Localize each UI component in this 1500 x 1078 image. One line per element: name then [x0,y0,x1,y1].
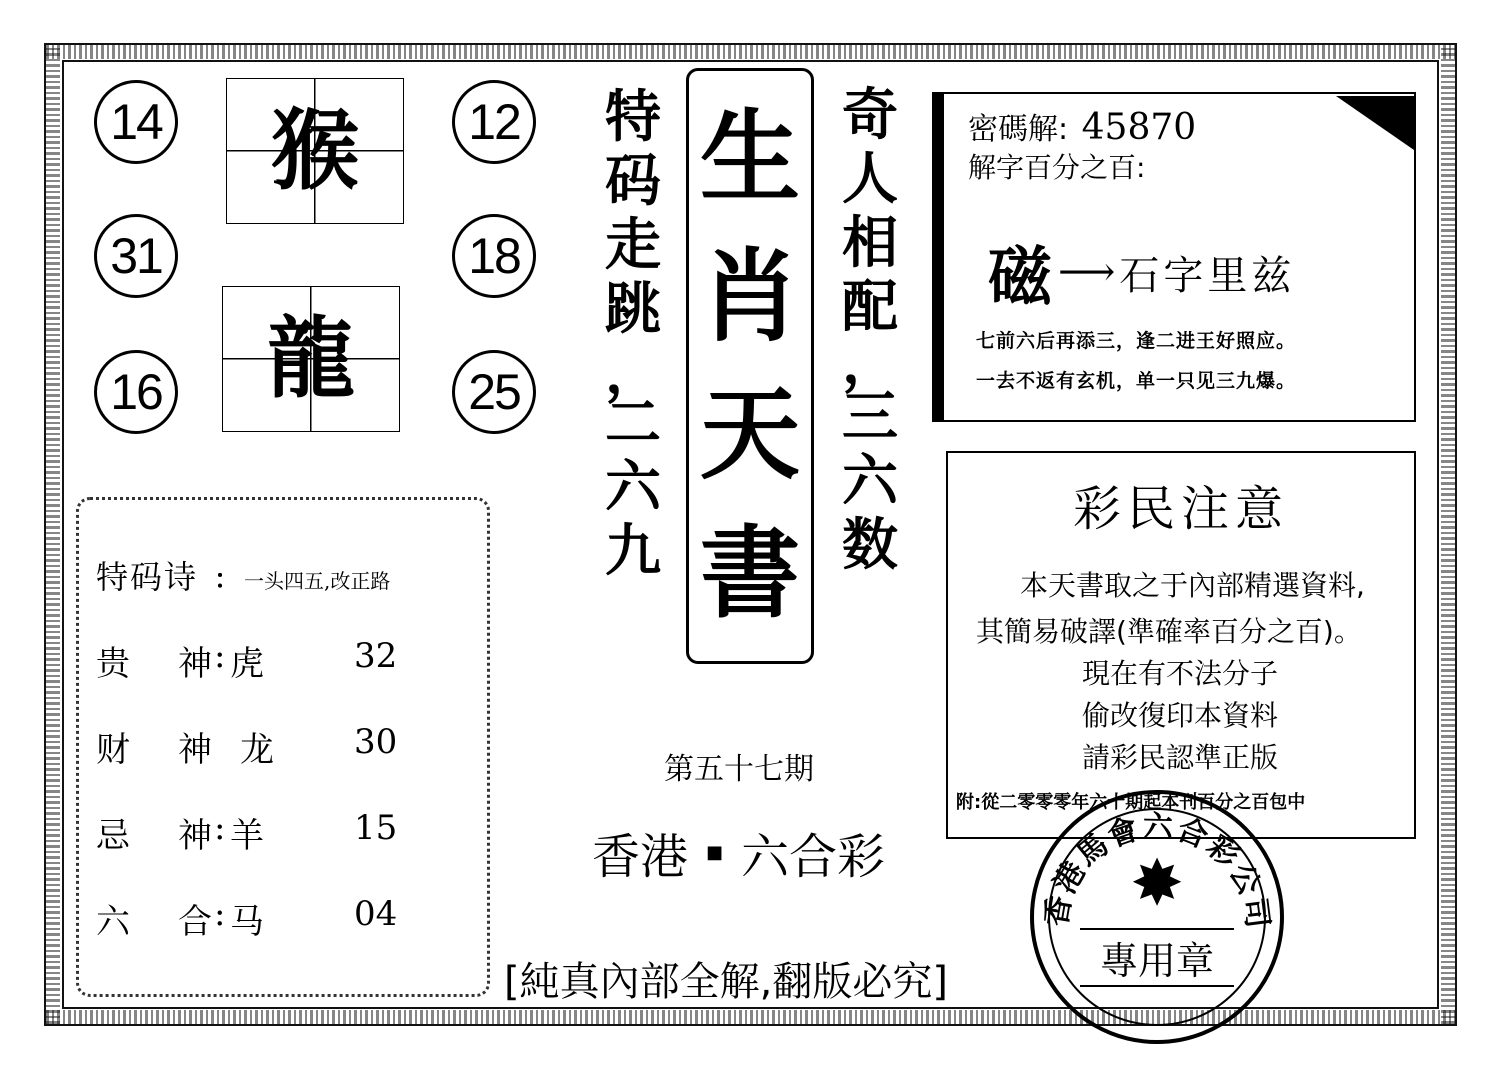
god-animal: 龙 [240,730,274,770]
verse-char: 奇 [842,83,898,148]
password-value: 45870 [1081,107,1197,148]
zodiac-box-dragon [222,286,400,432]
decode-verse-1: 七前六后再添三，逢二进王好照应。 [976,330,1297,352]
zodiac-box-monkey [226,78,404,224]
god-char: 贵 [96,644,130,684]
decode-verse-2: 一去不返有玄机，单一只见三九爆。 [976,370,1297,392]
verse-char: ， [842,331,898,396]
god-char: 六 [96,902,130,942]
verse-char: 相 [842,211,898,276]
number-text: 31 [110,228,162,284]
title-box [686,68,814,664]
title-char: 肖 [700,237,800,355]
verse-char: 特 [605,85,661,150]
notice-line: 現在有不法分子 [1082,657,1279,690]
verse-char: 跳 [605,277,661,342]
poem-colon: ： [214,565,241,595]
number-text: 12 [468,94,520,150]
verse-column-right [834,83,906,578]
corner-triangle-icon [1336,96,1414,150]
god-number: 15 [354,808,398,848]
poem-row [96,552,390,598]
number-circle [94,214,178,298]
square-bullet-icon: ■ [706,842,724,863]
verse-char: 数 [842,513,898,578]
number-text: 25 [468,364,520,420]
notice-line: 本天書取之于內部精選資料, [1020,569,1365,602]
arrow-icon: ⟶ [1058,249,1116,295]
notice-line: 請彩民認準正版 [1082,741,1279,774]
zodiac-char: 龍 [266,307,355,410]
poem-text: 一头四五,改正路 [244,569,391,593]
verse-char: 码 [605,149,661,214]
title-char: 生 [700,99,800,217]
number-circle [452,214,536,298]
decode-char: 磁 [988,241,1052,315]
poem-label: 特码诗 [96,558,199,596]
stamp-ring-label: 香港馬會六合彩公司 [1038,809,1276,933]
copyright-slogan: [純真內部全解,翻版必究] [504,959,948,1005]
notice-footnote: 附:從二零零零年六十期起本刊百分之百包中 [956,792,1306,813]
verse-char: 配 [842,275,898,340]
god-sep: : [214,808,226,848]
verse-char: 人 [842,147,898,212]
password-label: 密碼解: [968,112,1069,147]
verse-char: 六 [842,449,898,514]
verse-char: 六 [605,455,661,520]
brand-right: 六合彩 [741,829,886,885]
god-animal: 虎 [230,644,264,684]
title-char: 書 [700,514,800,632]
verse-char: 九 [605,519,661,584]
verse-char: 走 [605,213,661,278]
zodiac-char: 猴 [270,99,359,202]
notice-line: 其簡易破譯(準確率百分之百)。 [976,615,1362,648]
god-number: 30 [354,722,398,762]
god-char: 神 [178,816,212,856]
verse-char: 二 [605,391,661,456]
frame-pattern-top [46,45,1455,59]
password-box-bar [932,92,944,422]
title-char: 天 [700,376,800,494]
number-circle [452,80,536,164]
god-char: 财 [96,730,130,770]
god-animal: 羊 [230,816,264,856]
number-text: 18 [468,228,520,284]
issue-number: 第五十七期 [664,752,814,787]
password-row [968,104,1196,148]
god-animal: 马 [230,902,264,942]
decode-row [988,226,1295,318]
god-char: 神 [178,730,212,770]
god-sep: : [214,894,226,934]
verse-column-left [598,85,668,584]
star-icon: ✸ [1130,847,1184,921]
number-circle [452,350,536,434]
number-text: 14 [110,94,162,150]
stamp-center-text: 專用章 [1080,928,1234,987]
verse-char: 三 [842,385,898,450]
notice-line: 偷改復印本資料 [1082,699,1279,732]
frame-pattern-left [46,45,60,1024]
brand-row [592,818,885,887]
god-char: 神 [178,644,212,684]
verse-char: ， [605,341,661,406]
decode-text: 石字里兹 [1119,252,1296,299]
notice-title: 彩民注意 [1072,481,1289,537]
number-circle [94,350,178,434]
number-circle [94,80,178,164]
frame-pattern-right [1441,45,1455,1024]
number-text: 16 [110,364,162,420]
brand-left: 香港 [592,829,689,885]
god-number: 04 [354,894,398,934]
god-char: 合 [178,902,212,942]
god-number: 32 [354,636,398,676]
decode-label: 解字百分之百: [968,151,1146,184]
god-sep: : [214,636,226,676]
god-char: 忌 [96,816,130,856]
